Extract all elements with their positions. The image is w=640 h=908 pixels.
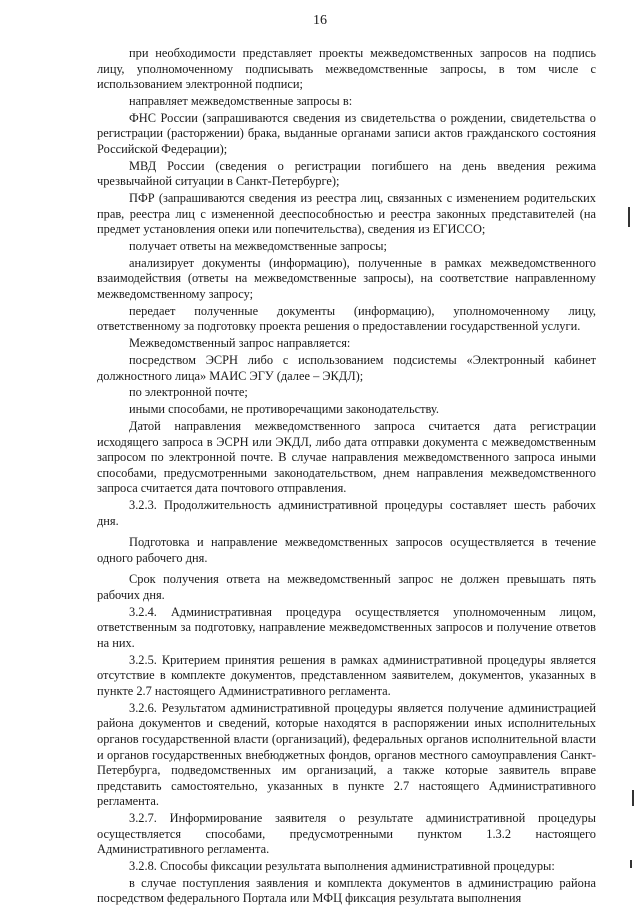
paragraph: 3.2.3. Продолжительность административной процедуры составляет шесть рабочих дня. [97, 498, 596, 528]
paragraph: 3.2.5. Критерием принятия решения в рамках административной процедуры является отсутствие в комплекте документов, представленном заявителем, документов, указанных в пункте 2.7 настоящего Административного регламента. [97, 652, 596, 698]
paragraph: получает ответы на межведомственные запросы; [129, 239, 387, 254]
paragraph: анализирует документы (информацию), полученные в рамках межведомственного взаимодействия (ответы на межведомственные запросы), на соответствие направленному межведомственному запросу; [97, 255, 596, 302]
paragraph: ФНС России (запрашиваются сведения из свидетельства о рождении, свидетельства о регистрации (расторжении) брака, выданные органами записи актов гражданского состояния Российской Федерации); [97, 110, 596, 156]
paragraph: Подготовка и направление межведомственных запросов осуществляется в течение одного рабочего дня. [97, 535, 596, 565]
paragraph: Межведомственный запрос направляется: [129, 336, 351, 351]
scan-mark [632, 790, 634, 806]
paragraph: МВД России (сведения о регистрации погибшего на день введения режима чрезвычайной ситуации в Санкт-Петербурге); [97, 158, 596, 189]
paragraph: по электронной почте; [129, 385, 248, 400]
paragraph: Срок получения ответа на межведомственный запрос не должен превышать пять рабочих дня. [97, 572, 596, 603]
paragraph: ПФР (запрашиваются сведения из реестра лиц, связанных с изменением родительских прав, реестра лиц с измененной дееспособностью и реестра законных представителей (на предмет установления опеки или попечительства), сведения из ЕГИССО; [97, 191, 596, 237]
scan-mark [630, 860, 632, 868]
paragraph: в случае поступления заявления и комплекта документов в администрацию района посредством федерального Портала или МФЦ фиксация результата выполнения [97, 875, 596, 906]
paragraph: направляет межведомственные запросы в: [129, 93, 353, 108]
paragraph: 3.2.8. Способы фиксации результата выполнения административной процедуры: [129, 859, 555, 874]
paragraph: передает полученные документы (информацию), уполномоченному лицу, ответственному за подготовку проекта решения о предоставлении государственной услуги. [97, 303, 596, 334]
paragraph: посредством ЭСРН либо с использованием подсистемы «Электронный кабинет должностного лица» МАИС ЭГУ (далее – ЭКДЛ); [97, 352, 596, 383]
paragraph: 3.2.7. Информирование заявителя о результате административной процедуры осуществляется способами, предусмотренными пунктом 1.3.2 настоящего Административного регламента. [97, 811, 596, 857]
paragraph: 3.2.4. Административная процедура осуществляется уполномоченным лицом, ответственным за подготовку, направление межведомственных запросов и получение ответов на них. [97, 604, 596, 650]
paragraph: при необходимости представляет проекты межведомственных запросов на подпись лицу, уполномоченному подписывать межведомственные запросы, в том числе с использованием электронной подписи; [97, 46, 596, 92]
paragraph: Датой направления межведомственного запроса считается дата регистрации исходящего запроса в ЭСРН или ЭКДЛ, либо дата отправки документа с межведомственным запросом по электронной почте. В случае направления межведомственного запроса иными способами, предусмотренными законодательством, днем направления межведомственного запроса считается дата почтового отправления. [97, 418, 596, 496]
document-body [97, 46, 596, 908]
page-number: 16 [313, 13, 327, 28]
paragraph: иными способами, не противоречащими законодательству. [129, 402, 439, 417]
scan-mark [628, 207, 630, 227]
paragraph: 3.2.6. Результатом административной процедуры является получение администрацией района документов и сведений, которые находятся в распоряжении иных исполнительных органов государственной власти (организаций), федеральных органов исполнительной власти и органов государственных внебюджетных фондов, органов местного самоуправления Санкт-Петербурга, подведомственных им организаций, а также которые заявитель вправе представить самостоятельно, указанных в пункте 2.7 настоящего Административного регламента. [97, 700, 596, 809]
